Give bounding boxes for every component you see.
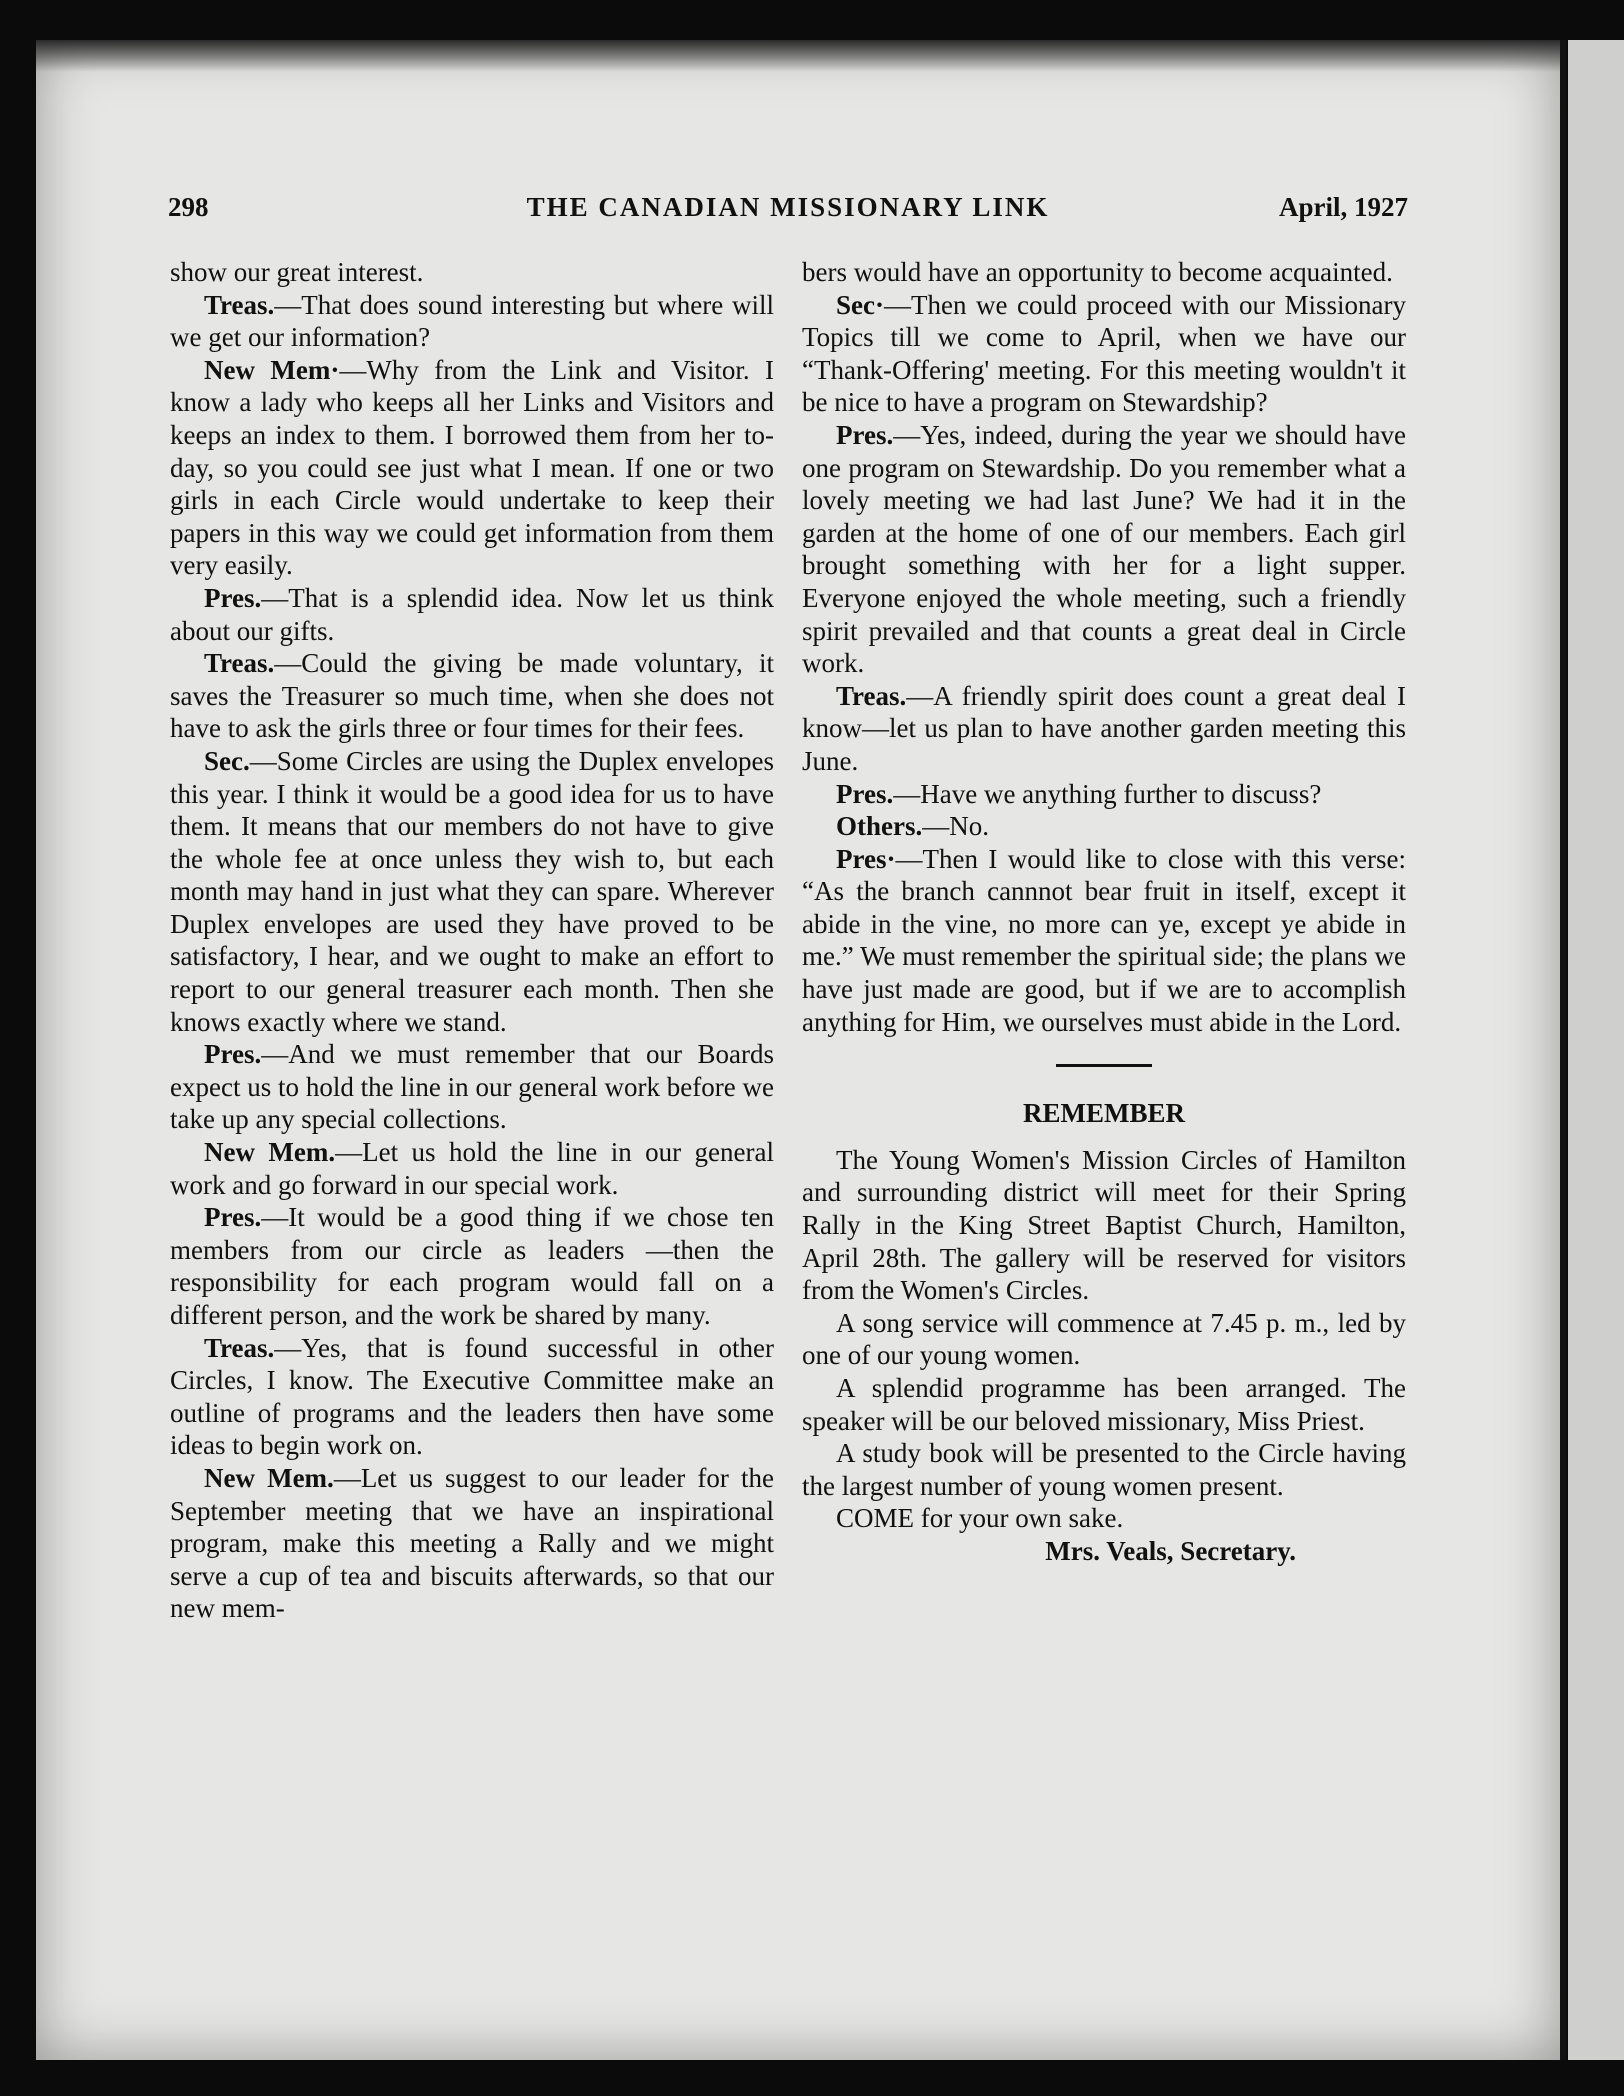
paragraph xyxy=(802,256,1406,289)
paragraph-text: —Let us hold the line in our general work and go forward in our special work. xyxy=(170,1137,774,1200)
adjacent-page-strip xyxy=(1568,40,1624,2060)
paragraph xyxy=(802,289,1406,419)
speaker-label: Pres. xyxy=(204,582,262,613)
paragraph xyxy=(170,1201,774,1331)
paragraph-text: —Yes, indeed, during the year we should have one program on Stewardship. Do you remember what a lovely meeting we had last June? We had it in the garden at the home of one of our members. Each girl brought something with her for a light supper. Everyone enjoyed the whole meeting, such a friendly spirit prevailed and that counts a great deal in Circle work. xyxy=(802,419,1406,679)
notice-paragraph: COME for your own sake. xyxy=(836,1503,1124,1534)
issue-date: April, 1927 xyxy=(1278,192,1408,222)
paragraph xyxy=(170,256,774,289)
paragraph xyxy=(802,810,1406,843)
paragraph xyxy=(802,419,1406,680)
paragraph xyxy=(802,680,1406,778)
speaker-label: Pres· xyxy=(836,843,896,874)
paragraph-text: —Yes, that is found successful in other Circles, I know. The Executive Committee make an outline of programs and the leaders then have some ideas to begin work on. xyxy=(170,1332,774,1461)
paragraph-text: show our great interest. xyxy=(170,257,424,287)
paragraph-text: —And we must remember that our Boards expect us to hold the line in our general work before we take up any special collections. xyxy=(170,1039,774,1135)
paragraph xyxy=(170,745,774,1038)
section-divider xyxy=(1056,1064,1152,1067)
page-number: 298 xyxy=(168,192,209,222)
paragraph-text: —No. xyxy=(922,811,989,842)
paragraph-text: —Then we could proceed with our Missionary Topics till we come to April, when we have our “Thank-Offering' meeting. For this meeting wouldn't it be nice to have a program on Stewardship? xyxy=(802,289,1406,418)
speaker-label: Treas. xyxy=(836,680,907,711)
speaker-label: Pres. xyxy=(204,1202,262,1233)
speaker-label: Treas. xyxy=(204,648,275,679)
notice-paragraph: A study book will be presented to the Circle having the largest number of young women present. xyxy=(802,1438,1406,1501)
page-edge-line xyxy=(1560,40,1566,2060)
speaker-label: Pres. xyxy=(836,419,894,450)
paragraph xyxy=(802,778,1406,811)
paragraph xyxy=(170,1332,774,1462)
paragraph-text: —That is a splendid idea. Now let us think about our gifts. xyxy=(170,582,774,646)
right-column xyxy=(802,256,1406,1568)
speaker-label: Treas. xyxy=(204,1332,275,1363)
notice-paragraph: The Young Women's Mission Circles of Hamilton and surrounding district will meet for their Spring Rally in the King Street Baptist Church, Hamilton, April 28th. The gallery will be reserved for visitors from the Women's Circles. xyxy=(802,1144,1406,1306)
page-top-shadow xyxy=(36,40,1560,72)
speaker-label: Sec· xyxy=(836,289,884,320)
journal-title: THE CANADIAN MISSIONARY LINK xyxy=(526,192,1050,222)
speaker-label: New Mem· xyxy=(204,354,340,385)
notice-heading: REMEMBER xyxy=(1023,1098,1185,1129)
speaker-label: Pres. xyxy=(836,778,894,809)
notice-paragraph: A splendid programme has been arranged. The speaker will be our beloved missionary, Miss Priest. xyxy=(802,1373,1406,1436)
paragraph xyxy=(170,1462,774,1625)
speaker-label: Others. xyxy=(836,811,923,842)
paragraph-text: —It would be a good thing if we chose ten members from our circle as leaders —then the responsibility for each program would fall on a different person, and the work be shared by many. xyxy=(170,1202,774,1330)
paragraph-text: —Have we anything further to discuss? xyxy=(893,778,1322,809)
paragraph xyxy=(170,647,774,745)
speaker-label: Treas. xyxy=(204,289,275,320)
paragraph-text: —That does sound interesting but where will we get our information? xyxy=(170,289,774,353)
paragraph-text: —Let us suggest to our leader for the September meeting that we have an inspirational program, make this meeting a Rally and we might serve a cup of tea and biscuits afterwards, so that our new mem- xyxy=(170,1462,774,1624)
paragraph-text: —A friendly spirit does count a great deal I know—let us plan to have another garden meeting this June. xyxy=(802,680,1406,776)
speaker-label: Sec. xyxy=(204,745,250,776)
left-column xyxy=(170,256,774,1625)
paragraph-text: —Could the giving be made voluntary, it saves the Treasurer so much time, when she does not have to ask the girls three or four times for their fees. xyxy=(170,648,774,744)
paragraph-text: —Why from the Link and Visitor. I know a lady who keeps all her Links and Visitors and keeps an index to them. I borrowed them from her to-day, so you could see just what I mean. If one or two girls in each Circle would undertake to keep their papers in this way we could get information from them very easily. xyxy=(170,354,774,581)
paragraph xyxy=(802,843,1406,1039)
paragraph-text: —Some Circles are using the Duplex envelopes this year. I think it would be a good idea for us to have them. It means that our members do not have to give the whole fee at once unless they wish to, but each month may hand in just what they can spare. Wherever Duplex envelopes are used they have proved to be satisfactory, I hear, and we ought to make an effort to report to our general treasurer each month. Then she knows exactly where we stand. xyxy=(170,745,774,1037)
speaker-label: Pres. xyxy=(204,1039,262,1070)
paragraph-text: bers would have an opportunity to become acquainted. xyxy=(802,257,1393,287)
paragraph xyxy=(170,354,774,582)
paragraph xyxy=(170,582,774,647)
page-header xyxy=(168,192,1408,232)
notice-signature: Mrs. Veals, Secretary. xyxy=(1045,1535,1296,1566)
paragraph-text: —Then I would like to close with this verse: “As the branch cannnot bear fruit in itself, except it abide in the vine, no more can ye, except ye abide in me.” We must remember the spiritual side; the plans we have just made are good, but if we are to accomplish anything for Him, we ourselves must abide in the Lord. xyxy=(802,843,1406,1037)
speaker-label: New Mem. xyxy=(204,1137,336,1168)
notice-paragraph: A song service will commence at 7.45 p. m., led by one of our young women. xyxy=(802,1307,1406,1371)
paragraph xyxy=(170,1136,774,1201)
paragraph xyxy=(170,289,774,354)
speaker-label: New Mem. xyxy=(204,1462,334,1493)
paragraph xyxy=(170,1038,774,1136)
